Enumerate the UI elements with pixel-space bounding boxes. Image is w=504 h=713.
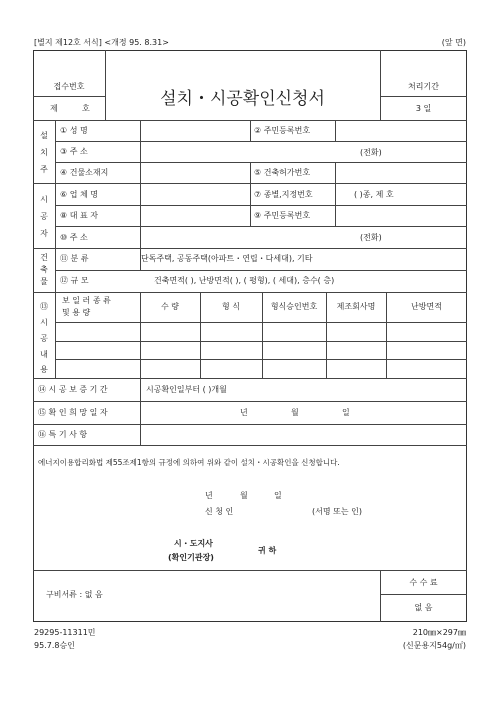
contractor-rrn-field[interactable]: [336, 206, 466, 225]
form-label: [별지 제12호 서식] <개정 95. 8.31>: [34, 38, 169, 47]
representative-label: ⑧ 대 표 자: [60, 211, 98, 220]
installer-address-label: ③ 주 소: [60, 147, 88, 156]
notes-label: ⑯ 특 기 사 항: [38, 430, 88, 439]
declaration-text: 에너지이용합리화법 제55조제1항의 규정에 의하여 위와 같이 설치・시공확인을 신청합니다.: [38, 458, 340, 467]
notes-field[interactable]: [141, 425, 466, 444]
page-side: (앞 면): [441, 38, 466, 47]
declaration-month[interactable]: 월: [240, 491, 248, 500]
building-scale-label: ⑫ 규 모: [60, 276, 89, 285]
addressee-line1: 시・도지사: [174, 539, 213, 548]
applicant-label: 신 청 인: [205, 507, 234, 516]
footer-form-number: 29295-11311민: [34, 628, 96, 637]
col-type: 형 식: [222, 302, 240, 311]
kind-number-value[interactable]: ( )종, 제 호: [354, 190, 394, 199]
contractor-rrn-label: ⑨ 주민등록번호: [254, 211, 311, 220]
work-side-4: 내: [40, 350, 48, 359]
processing-period-label: 처리기간: [408, 82, 439, 91]
installer-rrn-field[interactable]: [336, 121, 466, 140]
footer-approval-date: 95.7.8승인: [34, 641, 75, 650]
declaration-day[interactable]: 일: [274, 491, 282, 500]
installer-side-1: 설: [40, 131, 48, 140]
building-side-3: 물: [40, 277, 48, 286]
table-row[interactable]: [56, 360, 466, 377]
company-name-field[interactable]: [141, 184, 249, 204]
warranty-value[interactable]: 시공확인일부터 ( )개월: [146, 385, 227, 394]
contractor-side-3: 자: [40, 229, 48, 238]
honorific: 귀 하: [258, 546, 277, 555]
confirm-date-year[interactable]: 년: [240, 408, 248, 417]
receipt-je: 제: [50, 104, 58, 113]
confirm-date-label: ⑮ 확 인 희 망 일 자: [38, 408, 108, 417]
building-class-label: ⑪ 분 류: [60, 254, 89, 263]
receipt-ho: 호: [82, 104, 90, 113]
fee-value: 없 음: [414, 603, 433, 612]
declaration-year[interactable]: 년: [205, 491, 213, 500]
col-boiler-type: 보 일 러 종 류: [62, 296, 111, 305]
confirm-date-month[interactable]: 월: [291, 408, 299, 417]
confirm-date-day[interactable]: 일: [342, 408, 350, 417]
representative-field[interactable]: [141, 206, 249, 225]
col-boiler-usage: 및 용 량: [62, 308, 91, 317]
building-permit-field[interactable]: [336, 163, 466, 182]
contractor-address-field[interactable]: [141, 227, 466, 247]
addressee-line2: (확인기관장): [168, 553, 214, 562]
table-row[interactable]: [56, 342, 466, 358]
col-approval-no: 형식승인번호: [270, 302, 318, 311]
work-side-1: ⑬: [40, 302, 48, 311]
building-permit-label: ⑤ 건축허가번호: [254, 168, 311, 177]
installer-side-2: 치: [40, 148, 48, 157]
work-side-5: 용: [40, 365, 48, 374]
page-title: 설치・시공확인신청서: [160, 89, 325, 109]
installer-name-field[interactable]: [141, 121, 249, 140]
work-side-2: 시: [40, 318, 48, 327]
building-side-2: 축: [40, 265, 48, 274]
kind-number-label: ⑦ 종별,지정번호: [254, 190, 313, 199]
col-maker: 제조회사명: [336, 302, 376, 311]
footer-paper-type: (신문용지54g/㎡): [402, 641, 466, 650]
building-location-label: ④ 건물소재지: [60, 168, 109, 177]
installer-side-3: 주: [40, 165, 48, 174]
receipt-number-label: 접수번호: [53, 82, 85, 91]
building-scale-value[interactable]: 건축면적( ), 난방면적( ), ( 평형), ( 세대), 층수( 층): [154, 276, 335, 285]
contractor-address-label: ⑩ 주 소: [60, 233, 88, 242]
contractor-side-2: 공: [40, 212, 48, 221]
signature-label[interactable]: (서명 또는 인): [312, 507, 362, 516]
company-name-label: ⑥ 업 체 명: [60, 190, 98, 199]
col-quantity: 수 량: [161, 302, 179, 311]
installer-name-label: ① 성 명: [60, 126, 88, 135]
installer-phone-label: (전화): [360, 148, 382, 157]
building-location-field[interactable]: [141, 163, 249, 182]
warranty-label: ⑭ 시 공 보 증 기 간: [38, 385, 108, 394]
contractor-phone-label: (전화): [360, 233, 382, 242]
building-class-value[interactable]: 단독주택, 공동주택(아파트・연립・다세대), 기타: [141, 254, 313, 263]
footer-paper-size: 210㎜×297㎜: [412, 628, 466, 637]
work-side-3: 공: [40, 334, 48, 343]
table-row[interactable]: [56, 323, 466, 340]
fee-label: 수 수 료: [409, 578, 438, 587]
installer-rrn-label: ② 주민등록번호: [254, 126, 311, 135]
processing-period-value: 3 일: [415, 104, 432, 113]
installer-address-field[interactable]: [141, 142, 466, 161]
required-docs: 구비서류 : 없 음: [46, 590, 103, 599]
building-side-1: 건: [40, 253, 48, 262]
contractor-side-1: 시: [40, 195, 48, 204]
col-heating-area: 난방면적: [411, 302, 442, 311]
